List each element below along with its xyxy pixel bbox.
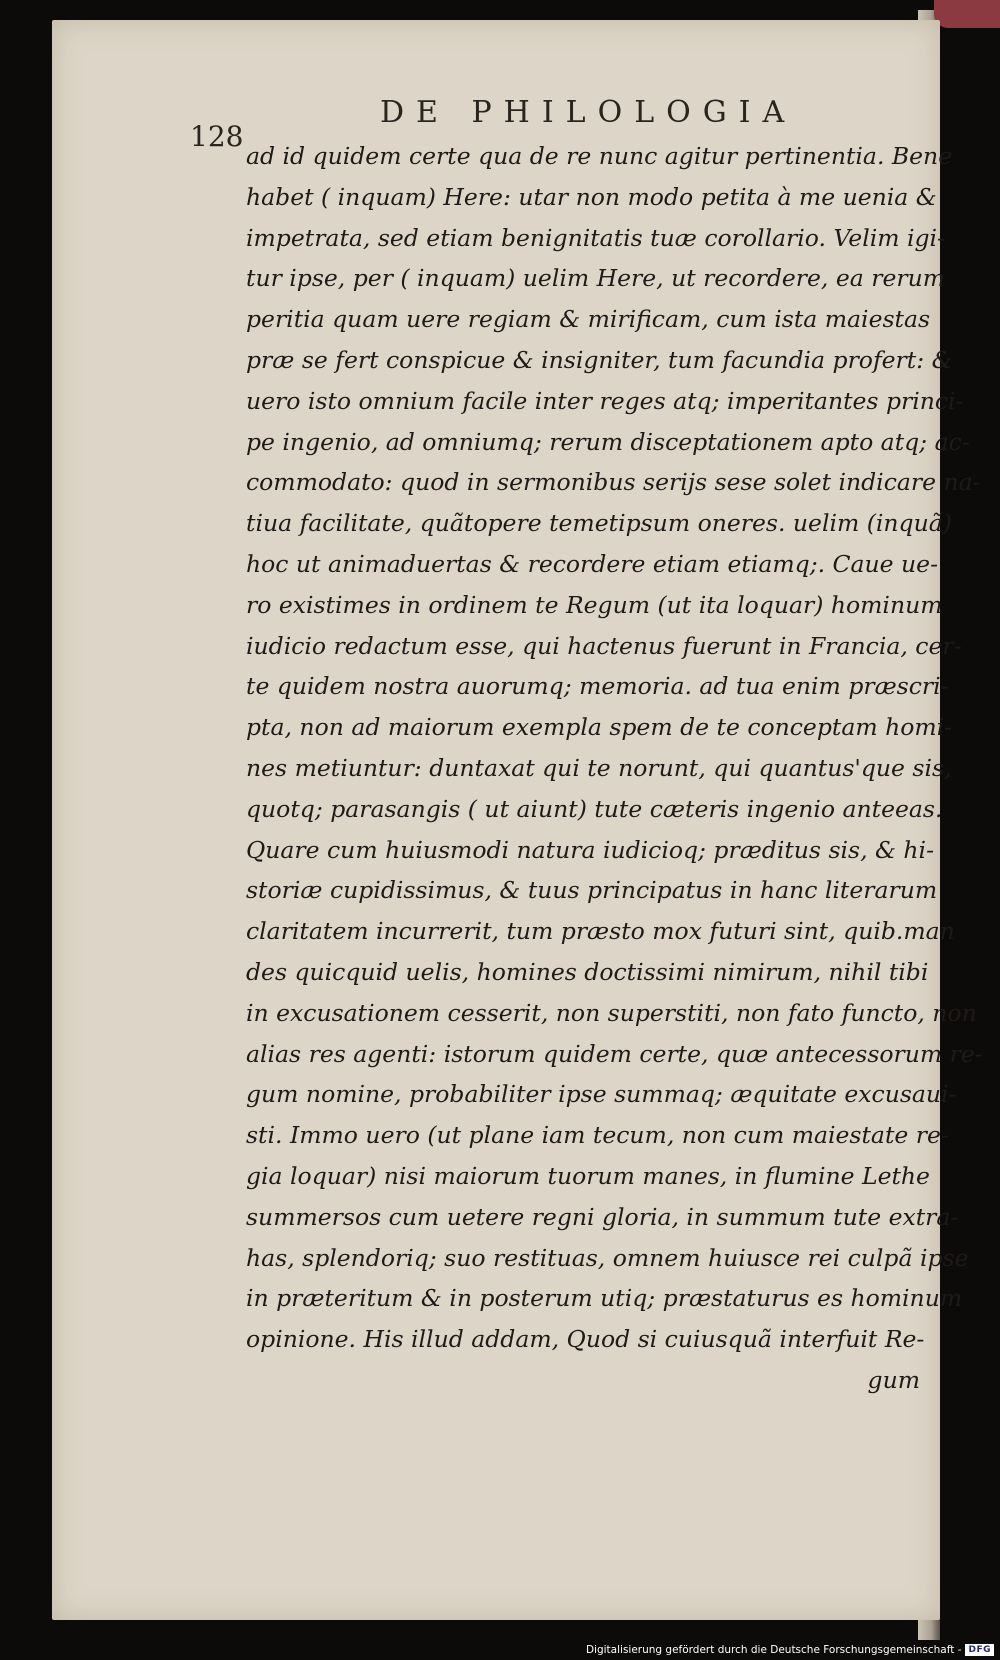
text-line: ro existimes in ordinem te Regum (ut ita loquar) hominum (246, 590, 943, 619)
text-line: in excusationem cesserit, non superstiti, non fato functo, non (246, 998, 977, 1027)
adjacent-volume-edge (934, 0, 1000, 28)
text-line: habet ( inquam) Here: utar non modo petita à me uenia & (246, 182, 937, 211)
text-line: iudicio redactum esse, qui hactenus fuerunt in Francia, cer- (246, 631, 962, 660)
text-line: nes metiuntur: duntaxat qui te norunt, qui quantus'que sis, (246, 753, 952, 782)
text-line: Quare cum huiusmodi natura iudicioq; præditus sis, & hi- (246, 835, 935, 864)
text-line: alias res agenti: istorum quidem certe, quæ antecessorum re- (246, 1039, 983, 1068)
text-line: impetrata, sed etiam benignitatis tuæ corollario. Velim igi- (246, 223, 945, 252)
text-line: storiæ cupidissimus, & tuus principatus in hanc literarum (246, 876, 938, 905)
digitization-credit (586, 1644, 994, 1656)
text-line: pe ingenio, ad omniumq; rerum disceptationem apto atq; ac- (246, 427, 970, 456)
text-line: des quicquid uelis, homines doctissimi nimirum, nihil tibi (246, 957, 929, 986)
running-head: DE PHILOLOGIA (380, 95, 797, 130)
page-number: 128 (190, 120, 244, 153)
text-line: claritatem incurrerit, tum præsto mox futuri sint, quib.man (246, 917, 955, 946)
text-line: hoc ut animaduertas & recordere etiam etiamq;. Caue ue- (246, 549, 939, 578)
catchword: gum (867, 1365, 920, 1394)
text-line: summersos cum uetere regni gloria, in summum tute extra- (246, 1202, 959, 1231)
text-line: in præteritum & in posterum utiq; præstaturus es hominum (246, 1284, 963, 1313)
text-line: tur ipse, per ( inquam) uelim Here, ut recordere, ea rerum (246, 264, 946, 293)
text-line: gum nomine, probabiliter ipse summaq; æquitate excusaui- (246, 1080, 957, 1109)
text-line: sti. Immo uero (ut plane iam tecum, non cum maiestate re- (246, 1121, 949, 1150)
text-line: quotq; parasangis ( ut aiunt) tute cæteris ingenio anteeas. (246, 794, 943, 823)
text-line: uero isto omnium facile inter reges atq; imperitantes princi- (246, 386, 964, 415)
body-text (246, 136, 983, 1401)
text-line: commodato: quod in sermonibus serijs sese solet indicare na- (246, 468, 981, 497)
text-line: te quidem nostra auorumq; memoria. ad tua enim præscri- (246, 672, 949, 701)
text-line: præ se fert conspicue & insigniter, tum facundia profert: & (246, 345, 953, 374)
dfg-logo: DFG (965, 1644, 994, 1656)
text-line: pta, non ad maiorum exempla spem de te conceptam homi- (246, 713, 953, 742)
text-line: has, splendoriq; suo restituas, omnem huiusce rei culpã ipse (246, 1243, 969, 1272)
text-line: opinione. His illud addam, Quod si cuiusquã interfuit Re- (246, 1325, 925, 1354)
text-line: gia loquar) nisi maiorum tuorum manes, in flumine Lethe (246, 1161, 930, 1190)
text-line: tiua facilitate, quãtopere temetipsum oneres. uelim (inquã) (246, 509, 952, 538)
text-line: ad id quidem certe qua de re nunc agitur pertinentia. Bene (246, 142, 953, 170)
credit-text: Digitalisierung gefördert durch die Deutsche Forschungsgemeinschaft - (585, 1644, 962, 1656)
text-line: peritia quam uere regiam & mirificam, cum ista maiestas (246, 305, 931, 334)
